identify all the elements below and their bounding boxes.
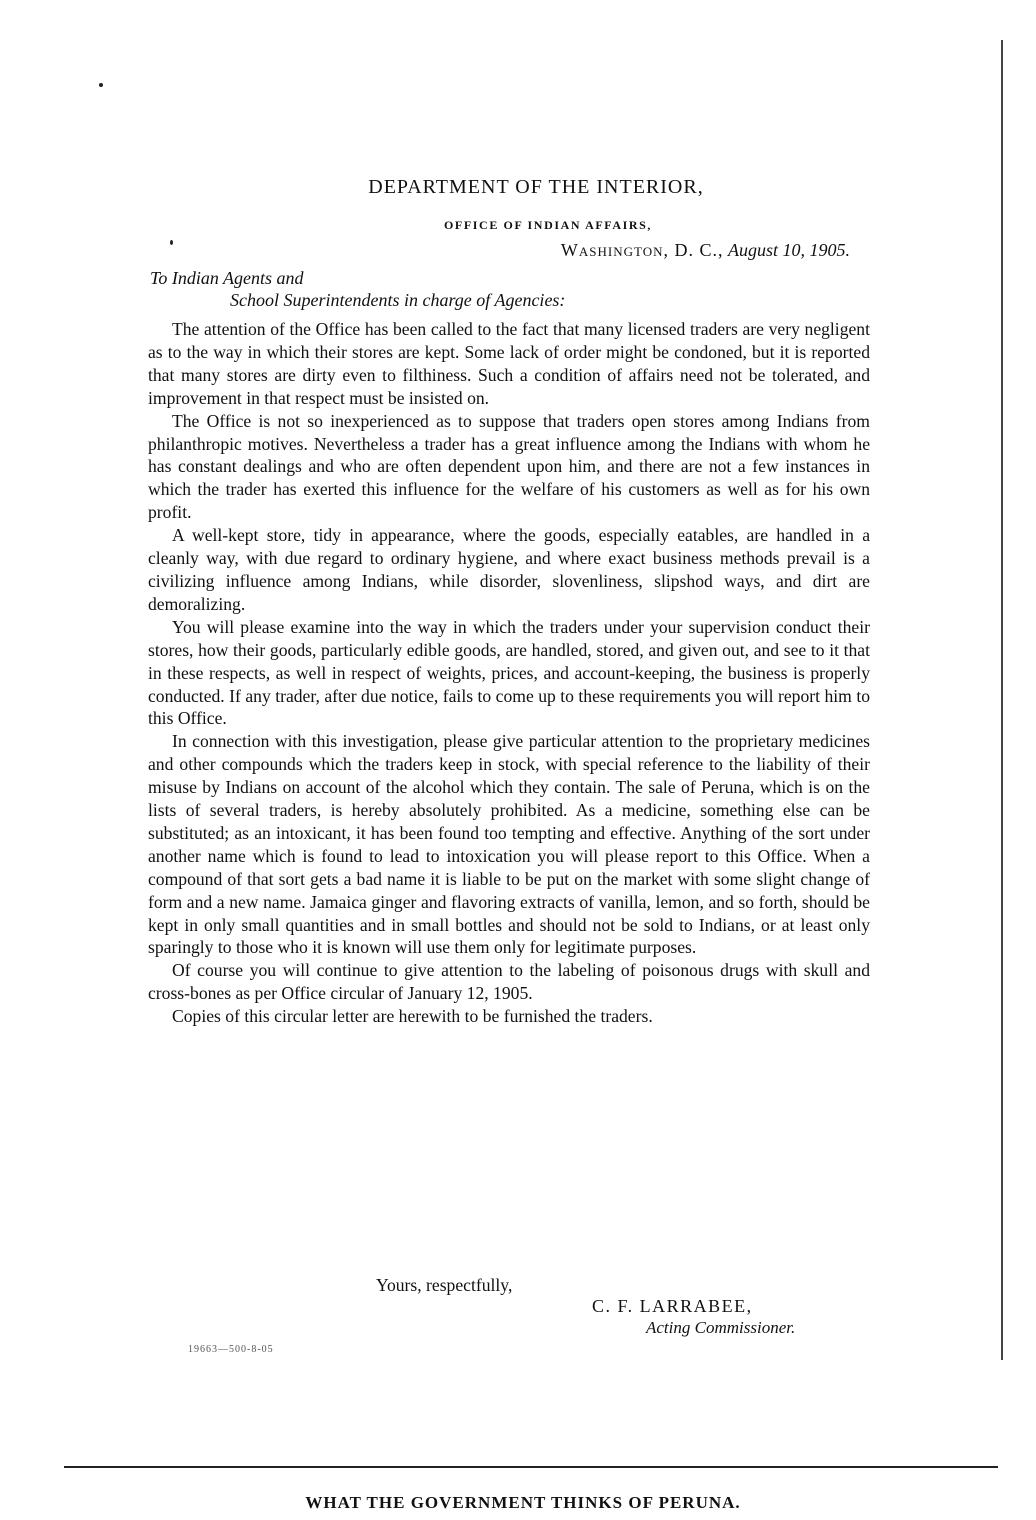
closing-salutation: Yours, respectfully, <box>376 1275 513 1295</box>
addressee-line-2: School Superintendents in charge of Agencies: <box>230 290 566 310</box>
letter-body <box>148 318 870 1028</box>
footer-caption: WHAT THE GOVERNMENT THINKS OF PERUNA. <box>305 1493 741 1512</box>
paragraph: In connection with this investigation, please give particular attention to the proprietary medicines and other compounds which the traders keep in stock, with special reference to the liability of their misuse by Indians on account of the alcohol which they contain. The sale of Peruna, which is on the lists of several traders, is hereby absolutely prohibited. As a medicine, something else can be substituted; as an intoxicant, it has been found too tempting and effective. Anything of the sort under another name which is found to lead to intoxication you will please report to this Office. When a compound of that sort gets a bad name it is liable to be put on the market with some slight change of form and a new name. Jamaica ginger and flavoring extracts of vanilla, lemon, and so forth, should be kept in only small quantities and in small bottles and should not be sold to Indians, or at least only sparingly to those who it is known will use them only for legitimate purposes. <box>148 731 870 958</box>
paragraph: The Office is not so inexperienced as to suppose that traders open stores among Indians from philanthropic motives. Nevertheless a trader has a great influence among the Indians with whom he has constant dealings and who are often dependent upon him, and there are not a few instances in which the trader has exerted this influence for the welfare of his customers as well as for his own profit. <box>148 410 870 523</box>
dateline-place: Washington, D. C., <box>560 240 724 260</box>
department-heading: DEPARTMENT OF THE INTERIOR, <box>368 176 704 198</box>
office-subheading: OFFICE OF INDIAN AFFAIRS, <box>443 218 652 232</box>
paragraph: You will please examine into the way in which the traders under your supervision conduct their stores, how their goods, particularly edible goods, are handled, stored, and given out, and see to it that in these respects, as well in respect of weights, prices, and account-keeping, the business is properly conducted. If any trader, after due notice, fails to come up to these requirements you will report him to this Office. <box>148 616 870 729</box>
horizontal-rule <box>64 1466 998 1468</box>
page-edge-line <box>1001 40 1003 1360</box>
addressee-line-1: To Indian Agents and <box>150 268 304 288</box>
scan-speck <box>99 83 103 87</box>
paragraph: A well-kept store, tidy in appearance, where the goods, especially eatables, are handled in a cleanly way, with due regard to ordinary hygiene, and where exact business methods prevail is a civilizing influence among Indians, while disorder, slovenliness, slipshod ways, and dirt are demoralizing. <box>148 525 870 614</box>
print-code: 19663—500-8-05 <box>188 1344 274 1355</box>
paragraph: The attention of the Office has been called to the fact that many licensed traders are very negligent as to the way in which their stores are kept. Some lack of order might be condoned, but it is reported that many stores are dirty even to filthiness. Such a condition of affairs need not be tolerated, and improvement in that respect must be insisted on. <box>148 319 870 408</box>
signer-name: C. F. LARRABEE, <box>592 1296 753 1316</box>
paragraph: Copies of this circular letter are herewith to be furnished the traders. <box>172 1006 653 1027</box>
paragraph: Of course you will continue to give attention to the labeling of poisonous drugs with skull and cross-bones as per Office circular of January 12, 1905. <box>148 960 870 1004</box>
signer-title: Acting Commissioner. <box>646 1318 796 1337</box>
dateline-date: August 10, 1905. <box>727 240 850 260</box>
scan-speck <box>170 240 173 245</box>
dateline <box>561 240 850 261</box>
